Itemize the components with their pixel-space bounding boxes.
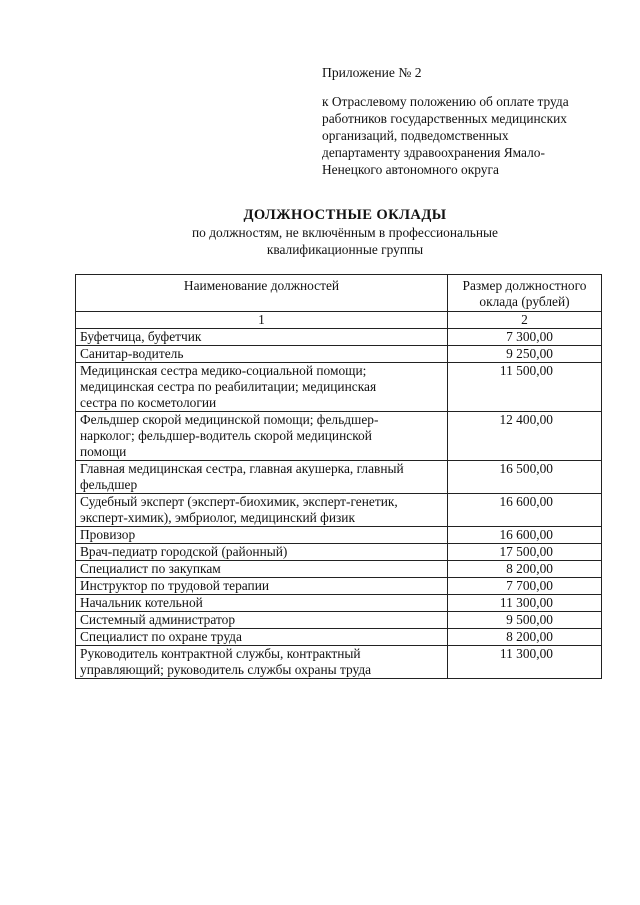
position-name-cell [76, 494, 448, 527]
appendix-block [322, 64, 622, 178]
position-name-line: управляющий; руководитель службы охраны труда [80, 662, 372, 677]
position-name-line: Фельдшер скорой медицинской помощи; фельдшер- [80, 412, 379, 427]
table-row [76, 544, 602, 561]
position-name-line: Буфетчица, буфетчик [80, 329, 202, 344]
position-name-line: нарколог; фельдшер-водитель скорой медицинской [80, 428, 372, 443]
table-row [76, 527, 602, 544]
position-name-line: сестра по косметологии [80, 395, 217, 410]
header-salary [448, 275, 602, 312]
salary-cell: 16 600,00 [448, 494, 602, 527]
salary-cell: 17 500,00 [448, 544, 602, 561]
table-row [76, 461, 602, 494]
document-subtitle-line: по должностям, не включённым в профессиональные [192, 225, 498, 240]
position-name-cell [76, 544, 448, 561]
column-number-1: 1 [76, 312, 448, 329]
appendix-line: департаменту здравоохранения Ямало- [322, 145, 545, 160]
salary-cell: 16 500,00 [448, 461, 602, 494]
salary-cell: 8 200,00 [448, 629, 602, 646]
position-name-cell [76, 461, 448, 494]
table-row [76, 329, 602, 346]
salary-cell: 11 300,00 [448, 595, 602, 612]
position-name-line: медицинская сестра по реабилитации; медицинская [80, 379, 377, 394]
salary-cell: 16 600,00 [448, 527, 602, 544]
position-name-line: Провизор [80, 527, 136, 542]
position-name-line: Системный администратор [80, 612, 236, 627]
position-name-line: Медицинская сестра медико-социальной помощи; [80, 363, 367, 378]
position-name-cell [76, 595, 448, 612]
appendix-line: Ненецкого автономного округа [322, 162, 499, 177]
table-row [76, 363, 602, 412]
position-name-line: Руководитель контрактной службы, контрактный [80, 646, 361, 661]
table-row [76, 494, 602, 527]
document-title: ДОЛЖНОСТНЫЕ ОКЛАДЫ [243, 207, 447, 223]
position-name-cell [76, 527, 448, 544]
column-number-2: 2 [448, 312, 602, 329]
table-row [76, 595, 602, 612]
position-name-line: Инструктор по трудовой терапии [80, 578, 270, 593]
table-row [76, 612, 602, 629]
salary-cell: 9 250,00 [448, 346, 602, 363]
position-name-line: Санитар-водитель [80, 346, 184, 361]
appendix-line: организаций, подведомственных [322, 128, 509, 143]
table-header-row [76, 275, 602, 312]
header-salary-line: оклада (рублей) [479, 294, 570, 309]
salary-cell: 9 500,00 [448, 612, 602, 629]
salary-cell: 8 200,00 [448, 561, 602, 578]
salary-cell: 11 300,00 [448, 646, 602, 679]
position-name-cell [76, 412, 448, 461]
position-name-line: помощи [80, 444, 127, 459]
appendix-line: к Отраслевому положению об оплате труда [322, 94, 569, 109]
header-salary-line: Размер должностного [462, 278, 587, 293]
position-name-cell [76, 612, 448, 629]
header-position-name-text: Наименование должностей [183, 278, 340, 293]
table-row [76, 561, 602, 578]
table-row [76, 346, 602, 363]
header-position-name [76, 275, 448, 312]
position-name-line: Главная медицинская сестра, главная акушерка, главный [80, 461, 404, 476]
position-name-cell [76, 646, 448, 679]
position-name-cell [76, 561, 448, 578]
salary-cell: 12 400,00 [448, 412, 602, 461]
salary-table [75, 274, 602, 679]
appendix-number: Приложение № 2 [322, 65, 422, 80]
position-name-cell [76, 363, 448, 412]
column-number-row [76, 312, 602, 329]
position-name-cell [76, 578, 448, 595]
salary-cell: 7 700,00 [448, 578, 602, 595]
position-name-line: Специалист по закупкам [80, 561, 221, 576]
position-name-line: Судебный эксперт (эксперт-биохимик, эксперт-генетик, [80, 494, 398, 509]
table-row [76, 578, 602, 595]
document-subtitle-line: квалификационные группы [266, 242, 424, 257]
position-name-cell [76, 329, 448, 346]
position-name-line: фельдшер [80, 477, 138, 492]
document-heading [40, 206, 640, 258]
position-name-line: Начальник котельной [80, 595, 203, 610]
appendix-line: работников государственных медицинских [322, 111, 567, 126]
salary-cell: 7 300,00 [448, 329, 602, 346]
salary-cell: 11 500,00 [448, 363, 602, 412]
table-row [76, 629, 602, 646]
position-name-line: эксперт-химик), эмбриолог, медицинский физик [80, 510, 355, 525]
position-name-line: Врач-педиатр городской (районный) [80, 544, 288, 559]
position-name-cell [76, 346, 448, 363]
table-row [76, 646, 602, 679]
table-row [76, 412, 602, 461]
position-name-cell [76, 629, 448, 646]
position-name-line: Специалист по охране труда [80, 629, 242, 644]
